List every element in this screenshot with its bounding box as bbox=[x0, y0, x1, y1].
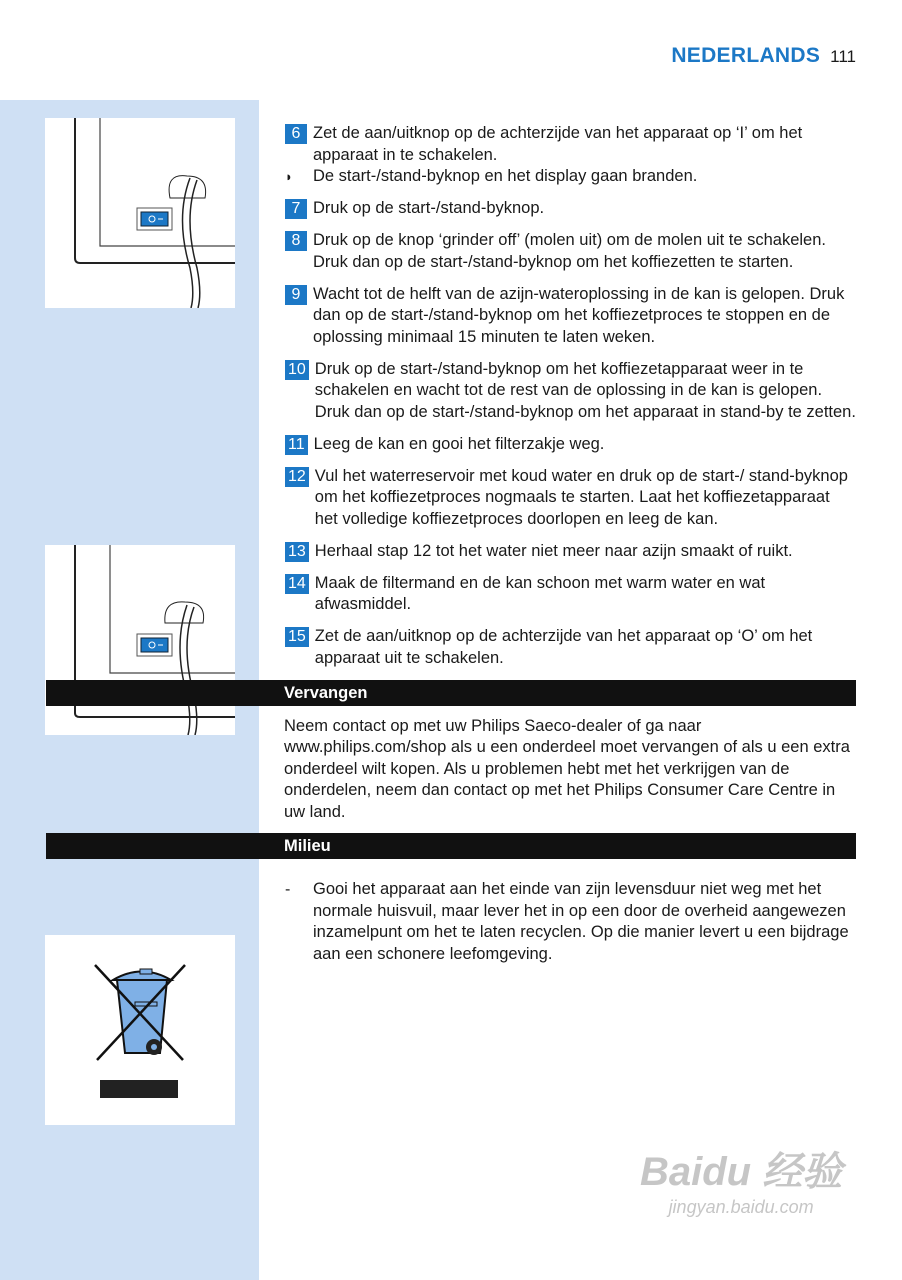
section-heading-vervangen: Vervangen bbox=[46, 680, 856, 706]
step-number: 12 bbox=[285, 467, 309, 487]
step-text: Druk op de knop ‘grinder off’ (molen uit) om de molen uit te schakelen. Druk dan op de start-/stand-byknop om het koffiezetten te starten. bbox=[313, 231, 826, 271]
step-text: Herhaal stap 12 tot het water niet meer naar azijn smaakt of ruikt. bbox=[314, 541, 793, 560]
step-6 bbox=[285, 123, 857, 166]
watermark bbox=[640, 1140, 842, 1218]
step-text: Zet de aan/uitknop op de achterzijde van het apparaat op ‘O’ om het apparaat uit te schakelen. bbox=[314, 627, 813, 667]
step-9 bbox=[285, 284, 857, 349]
step-number: 13 bbox=[285, 542, 309, 562]
step-number: 10 bbox=[285, 360, 309, 380]
step-number: 7 bbox=[285, 199, 307, 219]
content-flow bbox=[0, 123, 902, 976]
page-header bbox=[671, 44, 856, 68]
language-label: NEDERLANDS bbox=[671, 44, 821, 67]
milieu-item bbox=[285, 879, 857, 965]
step-11 bbox=[285, 434, 857, 456]
step-number: 15 bbox=[285, 627, 309, 647]
step-10 bbox=[285, 359, 857, 424]
step-number: 11 bbox=[285, 435, 308, 455]
step-text: De start-/stand-byknop en het display gaan branden. bbox=[313, 167, 698, 185]
step-text: Druk op de start-/stand-byknop om het koffiezetapparaat weer in te schakelen en wacht tot de rest van de oplossing in de kan is gelopen. Druk dan op de start-/stand-byknop om het apparaat in stand-by te zetten. bbox=[314, 359, 856, 421]
page-number: 111 bbox=[830, 47, 856, 66]
step-number: 14 bbox=[285, 574, 309, 594]
milieu-text: Gooi het apparaat aan het einde van zijn levensduur niet weg met het normale huisvuil, maar lever het in op een door de overheid aangewezen inzamelpunt om het te laten recyclen. Op die manier levert u een bijdrage aan een schonere leefomgeving. bbox=[313, 880, 849, 963]
step-12 bbox=[285, 466, 857, 531]
step-text: Wacht tot de helft van de azijn-wateroplossing in de kan is gelopen. Druk dan op de start-/stand-byknop om het koffiezetproces te stoppen en de oplossing minimaal 15 minuten te laten weken. bbox=[313, 284, 845, 346]
section-heading-milieu: Milieu bbox=[46, 833, 856, 859]
step-13 bbox=[285, 541, 857, 563]
step-15 bbox=[285, 626, 857, 669]
steps-list bbox=[285, 123, 857, 669]
step-7 bbox=[285, 198, 857, 220]
step-number: 6 bbox=[285, 124, 307, 144]
step-number: 8 bbox=[285, 231, 307, 251]
watermark-url: jingyan.baidu.com bbox=[668, 1197, 814, 1217]
step-result bbox=[285, 166, 857, 188]
step-text: Druk op de start-/stand-byknop. bbox=[313, 199, 545, 217]
step-8 bbox=[285, 230, 857, 273]
step-text: Vul het waterreservoir met koud water en druk op de start-/ stand-byknop om het koffiezetproces nogmaals te starten. Laat het koffiezetapparaat het volledige koffiezetproces doorlopen en leeg de kan. bbox=[314, 466, 848, 528]
step-text: Zet de aan/uitknop op de achterzijde van het apparaat op ‘I’ om het apparaat in te schakelen. bbox=[313, 124, 803, 164]
dash-bullet: - bbox=[285, 881, 291, 898]
vervangen-text: Neem contact op met uw Philips Saeco-dealer of ga naar www.philips.com/shop als u een onderdeel moet vervangen of als u een extra onderdeel wilt kopen. Als u problemen hebt met het verkrijgen van de onderdelen, neem dan contact op met het Philips Consumer Care Centre in uw land. bbox=[284, 716, 850, 821]
step-number: 9 bbox=[285, 285, 307, 305]
step-14 bbox=[285, 573, 857, 616]
result-bullet-icon: ◗ bbox=[285, 169, 293, 184]
step-text: Leeg de kan en gooi het filterzakje weg. bbox=[313, 434, 605, 453]
watermark-brand: Baidu 经验 bbox=[640, 1150, 843, 1194]
step-text: Maak de filtermand en de kan schoon met warm water en wat afwasmiddel. bbox=[314, 573, 766, 613]
